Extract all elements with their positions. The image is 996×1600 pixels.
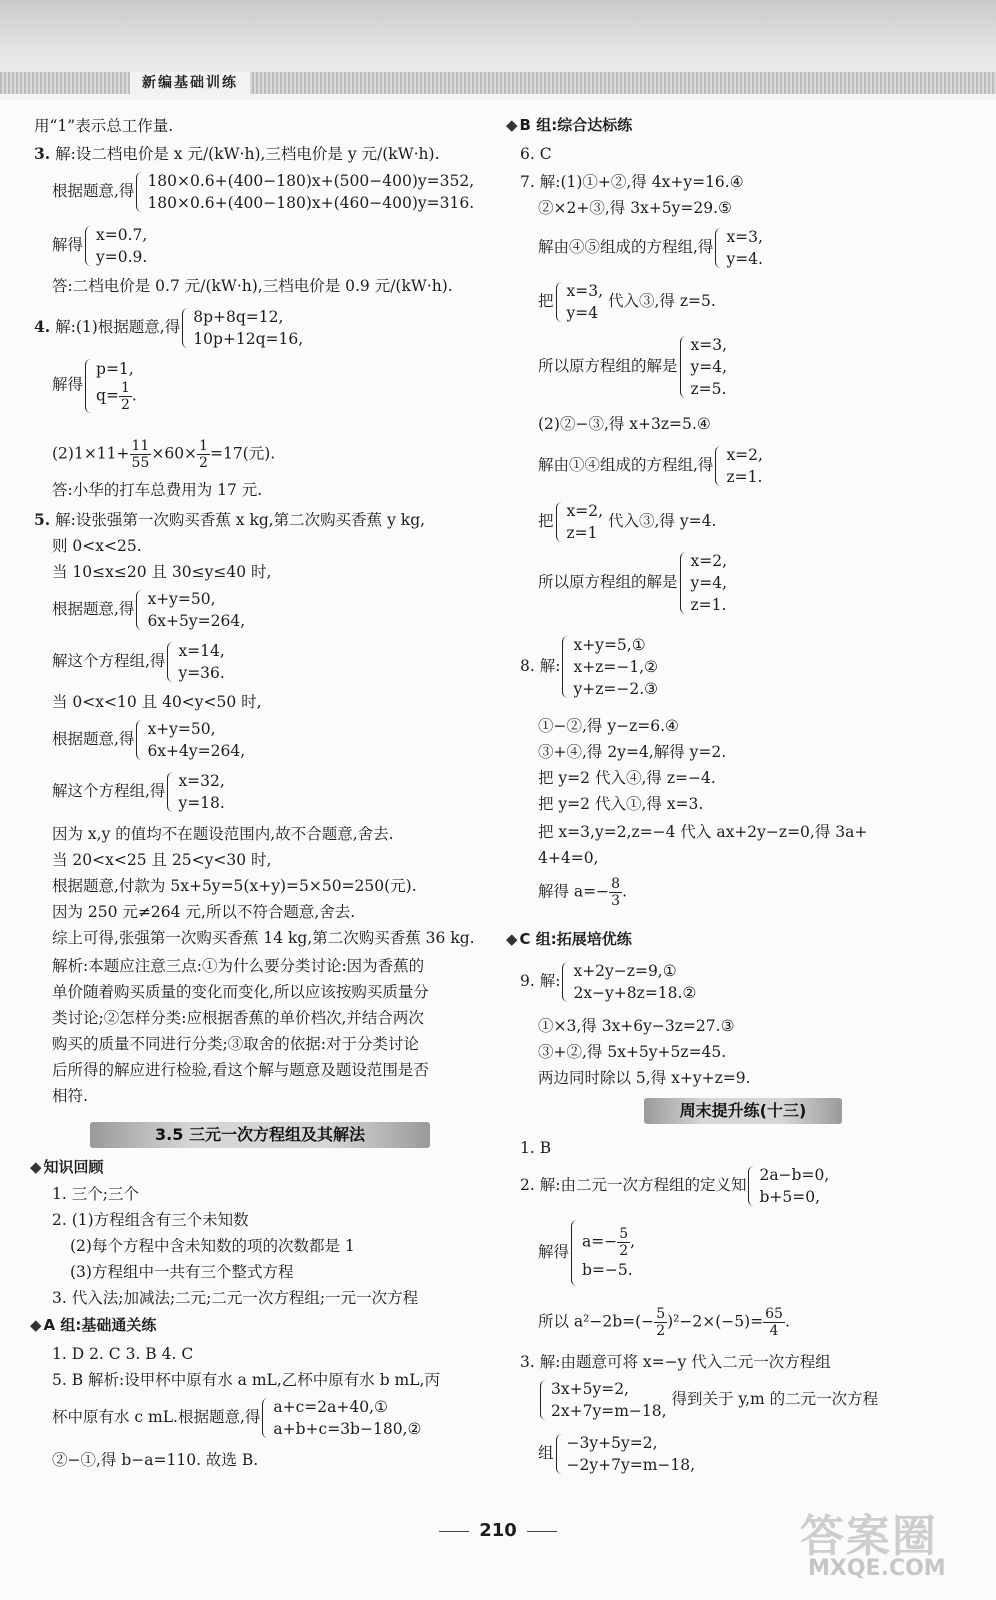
numerator: 65 bbox=[765, 1306, 783, 1322]
text-line: (2)②−③,得 x+3z=5.④ bbox=[538, 415, 711, 433]
equation: 2x−y+8z=18.② bbox=[573, 984, 697, 1002]
text-line: 1. B bbox=[520, 1139, 552, 1157]
text: 得到关于 y,m 的二元一次方程 bbox=[671, 1390, 879, 1408]
text-line: 6. C bbox=[520, 145, 552, 163]
text-line: 把 y=2 代入④,得 z=−4. bbox=[538, 769, 716, 787]
heading-text: A 组:基础通关练 bbox=[43, 1316, 157, 1334]
section-banner: 3.5 三元一次方程组及其解法 bbox=[90, 1122, 430, 1148]
text: 所以原方程组的解是 bbox=[538, 357, 678, 375]
analysis-text: 购买的质量不同进行分类;③取舍的依据:对于分类讨论 bbox=[52, 1035, 419, 1053]
analysis-text: 解析:本题应注意三点:①为什么要分类讨论:因为香蕉的 bbox=[52, 957, 425, 975]
denominator: 2 bbox=[619, 1242, 629, 1259]
equation: a+c=2a+40,① bbox=[273, 1398, 388, 1416]
text: 解:设二档电价是 x 元/(kW·h),三档电价是 y 元/(kW·h). bbox=[55, 145, 440, 163]
equation: x=3, bbox=[566, 282, 604, 300]
equation: −2y+7y=m−18, bbox=[566, 1456, 696, 1474]
text-line: 用“1”表示总工作量. bbox=[34, 117, 174, 135]
heading-text: C 组:拓展培优练 bbox=[519, 930, 632, 948]
equation: y=4. bbox=[726, 250, 763, 268]
denominator: 2 bbox=[656, 1323, 666, 1339]
problem-8 bbox=[520, 634, 658, 700]
text-line: 把 y=2 代入①,得 x=3. bbox=[538, 795, 704, 813]
text: )²−2×(−5)= bbox=[667, 1312, 764, 1331]
heading-text: B 组:综合达标练 bbox=[519, 116, 633, 134]
equation: 8p+8q=12, bbox=[193, 308, 284, 326]
text: 把 bbox=[538, 292, 554, 310]
text-line bbox=[520, 876, 627, 909]
equation-system bbox=[520, 1378, 878, 1422]
solution-system bbox=[520, 550, 727, 616]
equation: x=2, bbox=[726, 446, 763, 464]
text: 杯中原有水 c mL.根据题意,得 bbox=[52, 1408, 261, 1426]
equation-system bbox=[34, 588, 245, 632]
text: 代入③,得 z=5. bbox=[607, 292, 716, 310]
analysis-text: 单价随着购买质量的变化而变化,所以应该按购买质量分 bbox=[52, 983, 429, 1001]
header-title: 新编基础训练 bbox=[130, 72, 250, 94]
solution-system bbox=[520, 444, 763, 488]
diamond-icon: ◆ bbox=[30, 1316, 42, 1334]
text: . bbox=[131, 386, 137, 405]
text: 解由④⑤组成的方程组,得 bbox=[538, 238, 714, 256]
text-line: 5. B 解析:设甲杯中原有水 a mL,乙杯中原有水 b mL,丙 bbox=[52, 1371, 440, 1389]
equation: p=1, bbox=[96, 360, 134, 378]
text-line: 当 10≤x≤20 且 30≤y≤40 时, bbox=[52, 563, 272, 581]
heading-text: 知识回顾 bbox=[43, 1158, 104, 1176]
equation bbox=[96, 380, 137, 413]
problem-number: 5. bbox=[34, 510, 51, 529]
equation: x=3, bbox=[690, 336, 728, 354]
section-heading bbox=[30, 1156, 104, 1177]
solution-system bbox=[34, 358, 137, 413]
answer: 答:二档电价是 0.7 元/(kW·h),三档电价是 0.9 元/(kW·h). bbox=[52, 277, 453, 295]
numerator: 1 bbox=[120, 380, 130, 396]
text: 解得 bbox=[538, 1243, 570, 1261]
fraction bbox=[119, 380, 132, 413]
text-line: (2)每个方程中含未知数的项的次数都是 1 bbox=[70, 1237, 355, 1255]
fraction bbox=[617, 1226, 630, 1259]
problem-number: 3. bbox=[34, 144, 51, 163]
text: 根据题意,得 bbox=[52, 600, 135, 618]
denominator: 2 bbox=[199, 455, 208, 471]
problem-3 bbox=[34, 142, 440, 166]
analysis-text: 后所得的解应进行检验,看这个解与题意及题设范围是否 bbox=[52, 1061, 429, 1079]
equation: x+2y−z=9,① bbox=[573, 962, 677, 980]
equation: 3x+5y=2, bbox=[551, 1380, 629, 1398]
text: . bbox=[622, 882, 628, 901]
equation: y+z=−2.③ bbox=[573, 680, 659, 698]
text: 根据题意,得 bbox=[52, 182, 135, 200]
text-line: 把 x=3,y=2,z=−4 代入 ax+2y−z=0,得 3a+ bbox=[538, 823, 868, 841]
text: . bbox=[784, 1312, 790, 1331]
fraction bbox=[763, 1306, 785, 1339]
text: 代入③,得 y=4. bbox=[607, 512, 717, 530]
solution-system bbox=[34, 224, 147, 268]
text-line: 3. 解:由题意可将 x=−y 代入二元一次方程组 bbox=[520, 1353, 831, 1371]
text-line: 因为 x,y 的值均不在题设范围内,故不合题意,舍去. bbox=[52, 825, 394, 843]
text: 解:设张强第一次购买香蕉 x kg,第二次购买香蕉 y kg, bbox=[55, 511, 426, 529]
text: 解:(1)根据题意,得 bbox=[55, 318, 181, 336]
solution-system bbox=[520, 334, 727, 400]
equation: x+y=50, bbox=[147, 720, 216, 738]
answer: 答:小华的打车总费用为 17 元. bbox=[52, 481, 263, 499]
equation-system bbox=[520, 1432, 695, 1476]
equation: 180×0.6+(400−180)x+(500−400)y=352, bbox=[147, 172, 475, 190]
equation-system bbox=[34, 1396, 421, 1440]
text-line: 当 0<x<10 且 40<y<50 时, bbox=[52, 693, 262, 711]
solution-system bbox=[520, 1220, 635, 1286]
problem-2 bbox=[520, 1164, 829, 1208]
text-line: ③+②,得 5x+5y+5z=45. bbox=[538, 1043, 727, 1061]
equation: x=2, bbox=[690, 552, 728, 570]
text: =17(元). bbox=[209, 444, 276, 463]
substitution bbox=[520, 500, 716, 544]
text-line: (3)方程组中一共有三个整式方程 bbox=[70, 1263, 294, 1281]
fraction bbox=[130, 438, 152, 471]
text: 解得 a=− bbox=[538, 882, 610, 901]
text-line: ①×3,得 3x+6y−3z=27.③ bbox=[538, 1017, 735, 1035]
numerator: 11 bbox=[131, 438, 150, 454]
section-heading bbox=[506, 114, 632, 135]
page-header bbox=[0, 0, 996, 100]
watermark-url: MXQE.COM bbox=[808, 1556, 946, 1581]
denominator: 4 bbox=[769, 1323, 779, 1339]
text-line: ③+④,得 2y=4,解得 y=2. bbox=[538, 743, 727, 761]
solution-system bbox=[520, 226, 763, 270]
text-line: 两边同时除以 5,得 x+y+z=9. bbox=[538, 1069, 751, 1087]
text-line: 1. D 2. C 3. B 4. C bbox=[52, 1345, 194, 1363]
text-line: 7. 解:(1)①+②,得 4x+y=16.④ bbox=[520, 173, 744, 191]
fraction bbox=[197, 438, 210, 471]
watermark: 答案圈 bbox=[800, 1511, 938, 1562]
text: 把 bbox=[538, 512, 554, 530]
text-line bbox=[520, 1306, 790, 1339]
equation: z=5. bbox=[690, 380, 727, 398]
text-line: 1. 三个;三个 bbox=[52, 1185, 139, 1203]
page-number-text: 210 bbox=[479, 1520, 517, 1541]
text: a=− bbox=[582, 1232, 618, 1250]
text: ×60× bbox=[151, 444, 198, 463]
equation: x=0.7, bbox=[96, 226, 148, 244]
section-heading bbox=[30, 1314, 156, 1335]
equation: 6x+4y=264, bbox=[147, 742, 246, 760]
text-line: 2. (1)方程组含有三个未知数 bbox=[52, 1211, 249, 1229]
equation: 6x+5y=264, bbox=[147, 612, 246, 630]
problem-9 bbox=[520, 960, 696, 1004]
denominator: 55 bbox=[131, 455, 150, 471]
text: 所以原方程组的解是 bbox=[538, 573, 678, 591]
text: 组 bbox=[538, 1444, 554, 1462]
equation: x=2, bbox=[566, 502, 604, 520]
equation bbox=[582, 1226, 635, 1259]
equation: y=18. bbox=[178, 794, 225, 812]
numerator: 1 bbox=[199, 438, 208, 454]
substitution bbox=[520, 280, 716, 324]
denominator: 3 bbox=[611, 893, 621, 909]
section-banner: 周末提升练(十三) bbox=[644, 1098, 842, 1124]
problem-5 bbox=[34, 508, 425, 532]
problem-number: 4. bbox=[34, 317, 51, 336]
text: 根据题意,得 bbox=[52, 730, 135, 748]
text-line: 3. 代入法;加减法;二元;二元一次方程组;一元一次方程 bbox=[52, 1289, 419, 1307]
equation: −3y+5y=2, bbox=[566, 1434, 658, 1452]
numerator: 5 bbox=[656, 1306, 666, 1322]
equation: b+5=0, bbox=[759, 1188, 820, 1206]
text-line: 4+4=0, bbox=[538, 849, 599, 867]
text-line: 综上可得,张强第一次购买香蕉 14 kg,第二次购买香蕉 36 kg. bbox=[52, 929, 475, 947]
equation: x+z=−1,② bbox=[573, 658, 659, 676]
equation: x+y=50, bbox=[147, 590, 216, 608]
equation: y=4, bbox=[690, 574, 728, 592]
text-line: ②×2+③,得 3x+5y=29.⑤ bbox=[538, 199, 732, 217]
denominator: 2 bbox=[120, 397, 130, 413]
diamond-icon: ◆ bbox=[506, 930, 518, 948]
numerator: 5 bbox=[619, 1225, 629, 1242]
equation: 2x+7y=m−18, bbox=[551, 1402, 667, 1420]
equation: 180×0.6+(400−180)x+(460−400)y=316. bbox=[147, 194, 475, 212]
section-heading bbox=[506, 928, 632, 949]
solution-system bbox=[34, 770, 225, 814]
equation-system bbox=[34, 718, 245, 762]
text-line: 因为 250 元≠264 元,所以不符合题意,舍去. bbox=[52, 903, 356, 921]
equation: x+y=5,① bbox=[573, 636, 646, 654]
equation: y=36. bbox=[178, 664, 225, 682]
analysis-text: 类讨论;②怎样分类:应根据香蕉的单价档次,并结合两次 bbox=[52, 1009, 424, 1027]
solution-system bbox=[34, 640, 225, 684]
text: 解得 bbox=[52, 236, 84, 254]
text-line: ②−①,得 b−a=110. 故选 B. bbox=[52, 1451, 259, 1469]
text: 2. 解:由二元一次方程组的定义知 bbox=[520, 1176, 747, 1194]
equation: a+b+c=3b−180,② bbox=[273, 1420, 422, 1438]
text-line: ①−②,得 y−z=6.④ bbox=[538, 717, 679, 735]
text-line: 则 0<x<25. bbox=[52, 537, 142, 555]
text: 解得 bbox=[52, 375, 84, 394]
equation: y=4, bbox=[690, 358, 728, 376]
diamond-icon: ◆ bbox=[30, 1158, 42, 1176]
problem-4 bbox=[34, 306, 303, 350]
equation: y=0.9. bbox=[96, 248, 148, 266]
numerator: 8 bbox=[611, 876, 621, 892]
text: 解这个方程组,得 bbox=[52, 652, 166, 670]
equation: x=32, bbox=[178, 772, 225, 790]
equation: y=4 bbox=[566, 304, 599, 322]
equation: 10p+12q=16, bbox=[193, 330, 304, 348]
equation: x=14, bbox=[178, 642, 225, 660]
text: 所以 a²−2b=(− bbox=[538, 1312, 655, 1331]
diamond-icon: ◆ bbox=[506, 116, 518, 134]
text: , bbox=[630, 1232, 636, 1250]
analysis-text: 相符. bbox=[52, 1087, 88, 1105]
computation bbox=[34, 438, 275, 471]
text-line: 根据题意,付款为 5x+5y=5(x+y)=5×50=250(元). bbox=[52, 877, 417, 895]
equation-system bbox=[34, 170, 474, 214]
text: 解由①④组成的方程组,得 bbox=[538, 456, 714, 474]
equation: z=1. bbox=[726, 468, 763, 486]
equation: x=3, bbox=[726, 228, 763, 246]
text: 8. 解: bbox=[520, 657, 561, 675]
equation: b=−5. bbox=[582, 1260, 633, 1279]
equation: 2a−b=0, bbox=[759, 1166, 830, 1184]
equation: z=1 bbox=[566, 524, 598, 542]
fraction bbox=[609, 876, 622, 909]
text: q= bbox=[96, 386, 119, 405]
text-line: 当 20<x<25 且 25<y<30 时, bbox=[52, 851, 272, 869]
text: (2)1×11+ bbox=[52, 444, 130, 463]
text: 9. 解: bbox=[520, 972, 561, 990]
text: 解这个方程组,得 bbox=[52, 782, 166, 800]
equation: z=1. bbox=[690, 596, 727, 614]
fraction bbox=[654, 1306, 667, 1339]
